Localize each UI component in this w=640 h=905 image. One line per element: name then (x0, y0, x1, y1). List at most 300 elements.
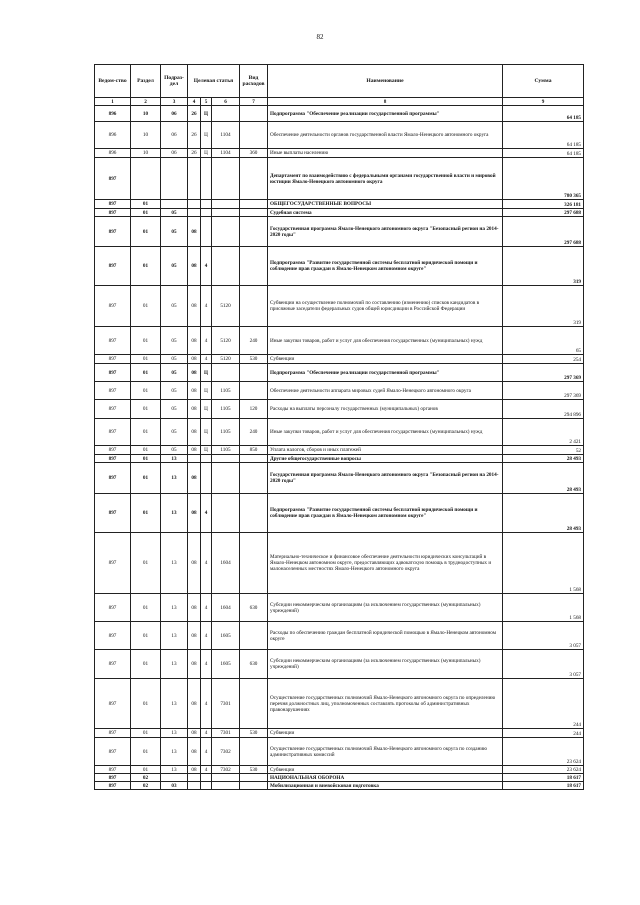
cell-razdel: 01 (131, 738, 161, 766)
header-row (95, 65, 584, 98)
cell-cs-program: 08 (188, 766, 201, 774)
cell-vedomstvo: 897 (95, 364, 131, 382)
cell-vid-rashodov: 240 (240, 327, 268, 355)
cell-cs-direction (212, 158, 240, 200)
cell-cs-program: 08 (188, 463, 201, 494)
table-row (95, 106, 584, 122)
cell-cs-direction (212, 782, 240, 790)
cell-podrazdel: 05 (161, 247, 188, 286)
cell-podrazdel: 13 (161, 463, 188, 494)
cell-razdel: 01 (131, 286, 161, 327)
cell-cs-subprogram: 4 (201, 286, 212, 327)
cell-razdel: 01 (131, 455, 161, 463)
cell-naimenovanie: Государственная программа Ямало-Ненецкого автономного округа "Безопасный регион на 2014-2020 годы" (268, 463, 503, 494)
cell-cs-program: 08 (188, 364, 201, 382)
cell-naimenovanie: Обеспечение деятельности аппарата мировых судей Ямало-Ненецкого автономного округа (268, 382, 503, 400)
cell-cs-program: 08 (188, 382, 201, 400)
cell-podrazdel: 06 (161, 149, 188, 158)
cell-cs-program (188, 200, 201, 209)
cell-cs-direction (212, 774, 240, 782)
cell-cs-subprogram: Ц (201, 419, 212, 446)
cell-cs-direction (212, 455, 240, 463)
cell-cs-direction: 1105 (212, 446, 240, 455)
table-row (95, 200, 584, 209)
cell-summa: 297 688 (503, 217, 584, 247)
cell-razdel: 01 (131, 364, 161, 382)
cell-razdel: 01 (131, 463, 161, 494)
cell-vid-rashodov (240, 463, 268, 494)
header-summa: Сумма (503, 65, 584, 98)
cell-cs-direction (212, 200, 240, 209)
cell-cs-direction: 1105 (212, 382, 240, 400)
cell-cs-program: 08 (188, 419, 201, 446)
col-num: 1 (95, 98, 131, 106)
header-naimenovanie: Наименование (268, 65, 503, 98)
cell-summa: 319 (503, 286, 584, 327)
table-row (95, 158, 584, 200)
cell-vedomstvo: 897 (95, 400, 131, 419)
cell-vedomstvo: 897 (95, 419, 131, 446)
cell-cs-subprogram (201, 463, 212, 494)
cell-vid-rashodov (240, 247, 268, 286)
cell-vedomstvo: 897 (95, 327, 131, 355)
cell-podrazdel: 13 (161, 455, 188, 463)
cell-podrazdel: 05 (161, 382, 188, 400)
cell-podrazdel: 05 (161, 286, 188, 327)
cell-cs-direction: 1104 (212, 122, 240, 149)
cell-summa: 64 185 (503, 122, 584, 149)
cell-cs-program: 08 (188, 286, 201, 327)
cell-vedomstvo: 897 (95, 533, 131, 594)
cell-naimenovanie: Материально-техническое и финансовое обеспечение деятельности юридических консультаций в Ямало-Ненецком автономном округе, предоставляющих адвокатскую помощь в труднодоступных и малонаселенных местностях Ямало-Ненецкого автономного округа (268, 533, 503, 594)
cell-cs-program (188, 774, 201, 782)
cell-summa: 28 493 (503, 494, 584, 533)
cell-cs-direction (212, 247, 240, 286)
cell-naimenovanie: Расходы по обеспечению граждан бесплатной юридической помощью в Ямало-Ненецком автономном округе (268, 622, 503, 650)
cell-cs-subprogram: 4 (201, 594, 212, 622)
cell-cs-program: 08 (188, 247, 201, 286)
table-row (95, 766, 584, 774)
cell-naimenovanie: Субвенции (268, 766, 503, 774)
cell-summa: 3 057 (503, 650, 584, 679)
cell-vid-rashodov (240, 455, 268, 463)
cell-vid-rashodov (240, 364, 268, 382)
cell-naimenovanie: Подпрограмма "Обеспечение реализации государственной программы" (268, 106, 503, 122)
table-row (95, 455, 584, 463)
cell-vedomstvo: 897 (95, 455, 131, 463)
cell-summa: 244 (503, 679, 584, 729)
cell-podrazdel: 05 (161, 400, 188, 419)
cell-razdel (131, 158, 161, 200)
cell-razdel: 01 (131, 729, 161, 738)
cell-cs-direction: 5120 (212, 355, 240, 364)
cell-razdel: 01 (131, 217, 161, 247)
cell-cs-program (188, 782, 201, 790)
cell-vedomstvo: 897 (95, 766, 131, 774)
cell-cs-direction: 1605 (212, 622, 240, 650)
cell-razdel: 01 (131, 494, 161, 533)
col-num: 9 (503, 98, 584, 106)
table-row (95, 594, 584, 622)
cell-cs-subprogram: Ц (201, 106, 212, 122)
cell-podrazdel (161, 774, 188, 782)
cell-cs-program: 08 (188, 594, 201, 622)
cell-cs-direction: 1605 (212, 650, 240, 679)
cell-summa: 294 896 (503, 400, 584, 419)
cell-vedomstvo: 897 (95, 774, 131, 782)
cell-cs-subprogram: 4 (201, 738, 212, 766)
table-row (95, 382, 584, 400)
cell-vedomstvo: 897 (95, 209, 131, 217)
cell-vedomstvo: 897 (95, 738, 131, 766)
cell-podrazdel: 05 (161, 327, 188, 355)
cell-summa: 64 185 (503, 106, 584, 122)
cell-cs-subprogram: Ц (201, 382, 212, 400)
cell-vid-rashodov: 850 (240, 446, 268, 455)
cell-vedomstvo: 897 (95, 247, 131, 286)
cell-vid-rashodov (240, 679, 268, 729)
table-row (95, 782, 584, 790)
cell-podrazdel: 13 (161, 622, 188, 650)
cell-vedomstvo: 897 (95, 729, 131, 738)
table-row (95, 494, 584, 533)
cell-cs-direction (212, 463, 240, 494)
col-num: 5 (201, 98, 212, 106)
cell-cs-direction: 7302 (212, 766, 240, 774)
cell-razdel: 01 (131, 679, 161, 729)
cell-vedomstvo: 897 (95, 446, 131, 455)
cell-cs-program: 08 (188, 650, 201, 679)
cell-cs-direction: 7301 (212, 729, 240, 738)
cell-summa: 28 493 (503, 455, 584, 463)
table-row (95, 463, 584, 494)
cell-naimenovanie: Субвенции на осуществление полномочий по составлению (изменению) списков кандидатов в присяжные заседатели федеральных судов общей юрисдикции в Российской Федерации (268, 286, 503, 327)
cell-cs-direction: 7301 (212, 679, 240, 729)
cell-vid-rashodov: 360 (240, 149, 268, 158)
cell-summa: 23 624 (503, 766, 584, 774)
cell-naimenovanie: Мобилизационная и вневойсковая подготовка (268, 782, 503, 790)
cell-naimenovanie: Осуществление государственных полномочий Ямало-Ненецкого автономного округа по созданию административных комиссий (268, 738, 503, 766)
cell-summa: 297 688 (503, 209, 584, 217)
cell-cs-subprogram (201, 217, 212, 247)
cell-vid-rashodov: 530 (240, 729, 268, 738)
cell-cs-program: 08 (188, 738, 201, 766)
cell-cs-program: 08 (188, 494, 201, 533)
cell-summa: 254 (503, 355, 584, 364)
cell-vedomstvo: 897 (95, 158, 131, 200)
cell-naimenovanie: Судебная система (268, 209, 503, 217)
cell-cs-program (188, 209, 201, 217)
cell-summa: 297 369 (503, 364, 584, 382)
cell-cs-direction (212, 209, 240, 217)
table-row (95, 364, 584, 382)
cell-podrazdel: 13 (161, 533, 188, 594)
cell-naimenovanie: Обеспечение деятельности органов государственной власти Ямало-Ненецкого автономного округа (268, 122, 503, 149)
cell-vedomstvo: 897 (95, 463, 131, 494)
cell-cs-subprogram: 4 (201, 729, 212, 738)
cell-razdel: 01 (131, 247, 161, 286)
table-row (95, 327, 584, 355)
cell-podrazdel: 13 (161, 679, 188, 729)
cell-razdel: 01 (131, 766, 161, 774)
cell-cs-program: 08 (188, 446, 201, 455)
cell-cs-direction (212, 217, 240, 247)
cell-razdel: 01 (131, 446, 161, 455)
cell-cs-direction: 7302 (212, 738, 240, 766)
cell-vid-rashodov: 630 (240, 594, 268, 622)
cell-vedomstvo: 897 (95, 494, 131, 533)
cell-razdel: 01 (131, 200, 161, 209)
cell-cs-subprogram (201, 200, 212, 209)
cell-naimenovanie: Уплата налогов, сборов и иных платежей (268, 446, 503, 455)
cell-podrazdel: 13 (161, 729, 188, 738)
table-row (95, 738, 584, 766)
cell-cs-program: 08 (188, 327, 201, 355)
cell-cs-direction (212, 364, 240, 382)
cell-naimenovanie: Расходы на выплаты персоналу государственных (муниципальных) органов (268, 400, 503, 419)
cell-vid-rashodov (240, 200, 268, 209)
cell-naimenovanie: Подпрограмма "Развитие государственной системы бесплатной юридической помощи и соблюдение прав граждан в Ямало-Ненецком автономном округе" (268, 494, 503, 533)
cell-podrazdel: 05 (161, 419, 188, 446)
cell-cs-subprogram: 4 (201, 247, 212, 286)
header-vid-rashodov: Вид расходов (240, 65, 268, 98)
cell-vedomstvo: 897 (95, 217, 131, 247)
cell-cs-program: 26 (188, 106, 201, 122)
header-vedomstvo: Ведом-ство (95, 65, 131, 98)
cell-podrazdel: 13 (161, 494, 188, 533)
cell-podrazdel: 05 (161, 209, 188, 217)
header-razdel: Раздел (131, 65, 161, 98)
cell-cs-subprogram: 4 (201, 533, 212, 594)
cell-summa: 52 (503, 446, 584, 455)
table-row (95, 217, 584, 247)
cell-naimenovanie: Субсидии некоммерческим организациям (за исключением государственных (муниципальных) учреждений) (268, 594, 503, 622)
cell-cs-direction: 1105 (212, 400, 240, 419)
cell-vedomstvo: 897 (95, 355, 131, 364)
cell-vid-rashodov (240, 494, 268, 533)
cell-vid-rashodov (240, 122, 268, 149)
cell-cs-program: 26 (188, 122, 201, 149)
cell-vid-rashodov: 630 (240, 650, 268, 679)
cell-vedomstvo: 896 (95, 149, 131, 158)
cell-cs-subprogram: 4 (201, 355, 212, 364)
cell-cs-subprogram: 4 (201, 327, 212, 355)
cell-vedomstvo: 897 (95, 594, 131, 622)
cell-vedomstvo: 897 (95, 679, 131, 729)
cell-vedomstvo: 897 (95, 782, 131, 790)
cell-vid-rashodov: 530 (240, 766, 268, 774)
cell-naimenovanie: Субсидии некоммерческим организациям (за исключением государственных (муниципальных) учреждений) (268, 650, 503, 679)
cell-cs-subprogram (201, 209, 212, 217)
cell-cs-subprogram: 4 (201, 766, 212, 774)
cell-razdel: 01 (131, 650, 161, 679)
cell-razdel: 02 (131, 774, 161, 782)
column-number-row (95, 98, 584, 106)
cell-razdel: 01 (131, 533, 161, 594)
cell-naimenovanie: Департамент по взаимодействию с федеральными органами государственной власти и мировой юстиции Ямало-Ненецкого автономного округа (268, 158, 503, 200)
table-row (95, 729, 584, 738)
cell-razdel: 10 (131, 106, 161, 122)
col-num: 7 (240, 98, 268, 106)
table-row (95, 247, 584, 286)
cell-razdel: 10 (131, 149, 161, 158)
cell-cs-program (188, 158, 201, 200)
cell-razdel: 10 (131, 122, 161, 149)
cell-summa: 2 421 (503, 419, 584, 446)
cell-podrazdel: 05 (161, 355, 188, 364)
cell-cs-subprogram: Ц (201, 446, 212, 455)
cell-cs-program: 08 (188, 533, 201, 594)
cell-naimenovanie: Иные закупки товаров, работ и услуг для обеспечения государственных (муниципальных) нужд (268, 327, 503, 355)
cell-razdel: 02 (131, 782, 161, 790)
cell-cs-direction: 1105 (212, 419, 240, 446)
cell-naimenovanie: Иные выплаты населению (268, 149, 503, 158)
col-num: 2 (131, 98, 161, 106)
cell-cs-direction: 1604 (212, 533, 240, 594)
cell-podrazdel: 13 (161, 650, 188, 679)
cell-vid-rashodov (240, 106, 268, 122)
table-row (95, 419, 584, 446)
cell-summa: 297 369 (503, 382, 584, 400)
cell-summa: 244 (503, 729, 584, 738)
header-podrazdel: Подраз-дел (161, 65, 188, 98)
cell-vid-rashodov (240, 286, 268, 327)
cell-podrazdel (161, 158, 188, 200)
cell-vid-rashodov (240, 533, 268, 594)
cell-vid-rashodov (240, 622, 268, 650)
cell-cs-subprogram (201, 455, 212, 463)
cell-vedomstvo: 897 (95, 382, 131, 400)
cell-summa: 1 568 (503, 533, 584, 594)
col-num: 6 (212, 98, 240, 106)
cell-naimenovanie: Осуществление государственных полномочий Ямало-Ненецкого автономного округа по определению перечня должностных лиц, уполномоченных составлять протоколы об административных правонарушениях (268, 679, 503, 729)
cell-summa: 64 185 (503, 149, 584, 158)
cell-vedomstvo: 897 (95, 622, 131, 650)
cell-naimenovanie: Субвенции (268, 355, 503, 364)
table-body (95, 106, 584, 790)
cell-razdel: 01 (131, 400, 161, 419)
cell-naimenovanie: Иные закупки товаров, работ и услуг для обеспечения государственных (муниципальных) нужд (268, 419, 503, 446)
cell-vedomstvo: 897 (95, 200, 131, 209)
cell-cs-program: 08 (188, 622, 201, 650)
col-num: 4 (188, 98, 201, 106)
cell-podrazdel (161, 200, 188, 209)
cell-cs-direction: 5120 (212, 327, 240, 355)
table-row (95, 149, 584, 158)
cell-podrazdel: 06 (161, 106, 188, 122)
cell-cs-subprogram: 4 (201, 650, 212, 679)
table-row (95, 650, 584, 679)
table-row (95, 355, 584, 364)
table-row (95, 209, 584, 217)
cell-cs-direction (212, 494, 240, 533)
table-row (95, 679, 584, 729)
cell-podrazdel: 13 (161, 766, 188, 774)
cell-cs-program: 08 (188, 355, 201, 364)
page-number: 82 (316, 33, 324, 41)
cell-podrazdel: 06 (161, 122, 188, 149)
cell-vedomstvo: 897 (95, 286, 131, 327)
cell-podrazdel: 05 (161, 446, 188, 455)
cell-cs-subprogram: Ц (201, 149, 212, 158)
cell-razdel: 01 (131, 355, 161, 364)
cell-cs-subprogram (201, 158, 212, 200)
cell-cs-program: 08 (188, 400, 201, 419)
table-row (95, 774, 584, 782)
cell-summa: 65 (503, 327, 584, 355)
cell-cs-direction: 1104 (212, 149, 240, 158)
cell-summa: 1 568 (503, 594, 584, 622)
cell-summa: 18 617 (503, 774, 584, 782)
cell-vedomstvo: 897 (95, 650, 131, 679)
cell-vid-rashodov: 530 (240, 355, 268, 364)
cell-cs-subprogram (201, 774, 212, 782)
cell-cs-program: 08 (188, 729, 201, 738)
cell-cs-program: 26 (188, 149, 201, 158)
cell-vid-rashodov (240, 158, 268, 200)
cell-vedomstvo: 896 (95, 106, 131, 122)
cell-cs-subprogram: 4 (201, 622, 212, 650)
cell-podrazdel: 13 (161, 594, 188, 622)
cell-vid-rashodov (240, 738, 268, 766)
col-num: 8 (268, 98, 503, 106)
cell-cs-direction: 5120 (212, 286, 240, 327)
cell-cs-program: 08 (188, 679, 201, 729)
cell-vid-rashodov (240, 774, 268, 782)
table-row (95, 122, 584, 149)
cell-naimenovanie: Подпрограмма "Обеспечение реализации государственной программы" (268, 364, 503, 382)
cell-summa: 326 181 (503, 200, 584, 209)
cell-vid-rashodov (240, 217, 268, 247)
cell-cs-subprogram (201, 782, 212, 790)
cell-vid-rashodov (240, 782, 268, 790)
cell-cs-program: 08 (188, 217, 201, 247)
cell-naimenovanie: ОБЩЕГОСУДАРСТВЕННЫЕ ВОПРОСЫ (268, 200, 503, 209)
table-row (95, 622, 584, 650)
cell-razdel: 01 (131, 419, 161, 446)
cell-summa: 18 617 (503, 782, 584, 790)
cell-summa: 319 (503, 247, 584, 286)
cell-cs-subprogram: 4 (201, 494, 212, 533)
budget-table (94, 64, 584, 790)
cell-podrazdel: 13 (161, 738, 188, 766)
cell-razdel: 01 (131, 209, 161, 217)
cell-cs-subprogram: 4 (201, 679, 212, 729)
cell-naimenovanie: Субвенции (268, 729, 503, 738)
cell-summa: 3 057 (503, 622, 584, 650)
table-row (95, 400, 584, 419)
cell-vid-rashodov (240, 209, 268, 217)
cell-summa: 780 365 (503, 158, 584, 200)
table-row (95, 286, 584, 327)
cell-podrazdel: 03 (161, 782, 188, 790)
cell-razdel: 01 (131, 327, 161, 355)
cell-vedomstvo: 896 (95, 122, 131, 149)
cell-podrazdel: 05 (161, 364, 188, 382)
cell-razdel: 01 (131, 622, 161, 650)
cell-naimenovanie: Другие общегосударственные вопросы (268, 455, 503, 463)
col-num: 3 (161, 98, 188, 106)
cell-vid-rashodov: 240 (240, 419, 268, 446)
cell-cs-subprogram: Ц (201, 122, 212, 149)
cell-cs-subprogram: Ц (201, 400, 212, 419)
cell-cs-direction (212, 106, 240, 122)
cell-podrazdel: 05 (161, 217, 188, 247)
cell-razdel: 01 (131, 382, 161, 400)
cell-vid-rashodov: 120 (240, 400, 268, 419)
cell-summa: 28 493 (503, 463, 584, 494)
cell-cs-subprogram: Ц (201, 364, 212, 382)
